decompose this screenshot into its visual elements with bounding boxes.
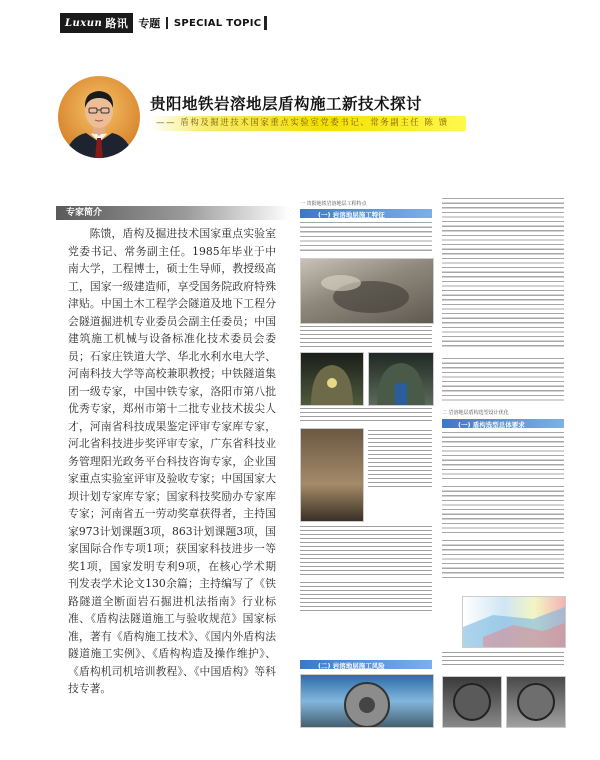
expert-intro-body: 陈馈，盾构及掘进技术国家重点实验室党委书记、常务副主任。1985年毕业于中南大学，工程博士，硕士生导师，教授级高工，国家一级建造师，享受国务院政府特殊津贴。中国土木工程学会隧道及地下工程分会隧道掘进机专业委员会副主任委员；中国建筑施工机械与设备标准化技术委员会委员；石家庄铁道大学、华北水利水电大学、河南科技大学等高校兼职教授；中铁隧道集团一级专家，中国中铁专家，洛阳市第八批优秀专家，郑州市第十二批专业技术拔尖人才，河南省科技成果鉴定评审专家库专家，河北省科技进步奖评审专家，广东省科技业务管理阳光政务平台科技咨询专家，企业国家重点实验室评审及验收专家；中国国家大坝计划专家库专家；国家科技奖励办专家库专家；河南省五一劳动奖章获得者，主持国家973计划课题3项，863计划课题3项，国家国际合作专项1项；获国家科技进步一等奖1项，国家发明专利9项，在核心学术期刊发表学术论文130余篇；主持编写了《铁路隧道全断面岩石掘进机法指南》行业标准、《盾构法隧道施工与验收规范》国家标准，著有《盾构施工技术》、《国内外盾构法隧道施工实例》、《盾构构造及操作维护》、《盾构机司机培训教程》、《中国盾构》等科技专著。 <box>68 227 276 695</box>
right-column-paragraph-2 <box>442 358 564 402</box>
cutterhead-right-image <box>507 677 565 727</box>
tunnel-right-image <box>369 353 433 405</box>
tunnel-left-image <box>301 353 363 405</box>
section-3-header: 二 岩溶地层盾构选型设计优化 <box>442 410 509 416</box>
expert-intro-heading: 专家简介 <box>66 208 103 218</box>
section-1-paragraph-3 <box>300 582 432 612</box>
header-end-bar <box>264 16 267 30</box>
expert-intro-heading-bar <box>56 206 290 220</box>
column-header <box>60 13 267 33</box>
section-label-en: SPECIAL TOPIC <box>173 17 262 29</box>
photo-cutterhead-left <box>442 676 502 728</box>
right-column-paragraph-1 <box>442 198 564 350</box>
section-1-label: (一) 岩溶地层施工特征 <box>318 211 385 219</box>
photo-caption-1 <box>300 326 432 348</box>
section-1-paragraph <box>300 222 432 254</box>
photo-karst-sample <box>300 428 364 522</box>
article-title: 贵阳地铁岩溶地层盾构施工新技术探讨 <box>150 95 423 113</box>
author-portrait <box>58 76 140 158</box>
logo-chinese: 路讯 <box>105 17 129 30</box>
cutterhead-left-image <box>443 677 501 727</box>
karst-cave-image <box>301 259 433 323</box>
right-column-paragraph-4 <box>442 486 564 534</box>
photo-tunnel-left <box>300 352 364 406</box>
right-column-paragraph-5 <box>442 540 564 580</box>
shield-machine-image <box>301 675 433 727</box>
photo-cutterhead-right <box>506 676 566 728</box>
photo-caption-3 <box>368 430 432 490</box>
section-label-zh: 专题 <box>138 17 161 30</box>
figure-ground-model <box>462 596 566 648</box>
article-subtitle: —— 盾构及掘进技术国家重点实验室党委书记、常务副主任 陈 馈 <box>150 116 466 131</box>
right-column-paragraph-3 <box>442 432 564 480</box>
magazine-logo <box>60 13 133 33</box>
section-2-label: (二) 岩溶地层施工风险 <box>318 662 385 670</box>
figure-caption-ground-model <box>442 652 564 668</box>
section-1-header: 一 贵阳地铁岩溶地层工程特点 <box>300 201 367 207</box>
section-3-label: (一) 盾构选型总体要求 <box>458 421 525 429</box>
portrait-illustration <box>58 76 140 158</box>
ground-model-diagram <box>463 597 565 647</box>
photo-caption-2 <box>300 408 432 422</box>
section-1-paragraph-2 <box>300 526 432 576</box>
photo-karst-cave <box>300 258 434 324</box>
header-divider <box>166 17 168 29</box>
logo-latin: Luxun <box>65 17 103 29</box>
photo-shield-machine <box>300 674 434 728</box>
photo-tunnel-right <box>368 352 434 406</box>
